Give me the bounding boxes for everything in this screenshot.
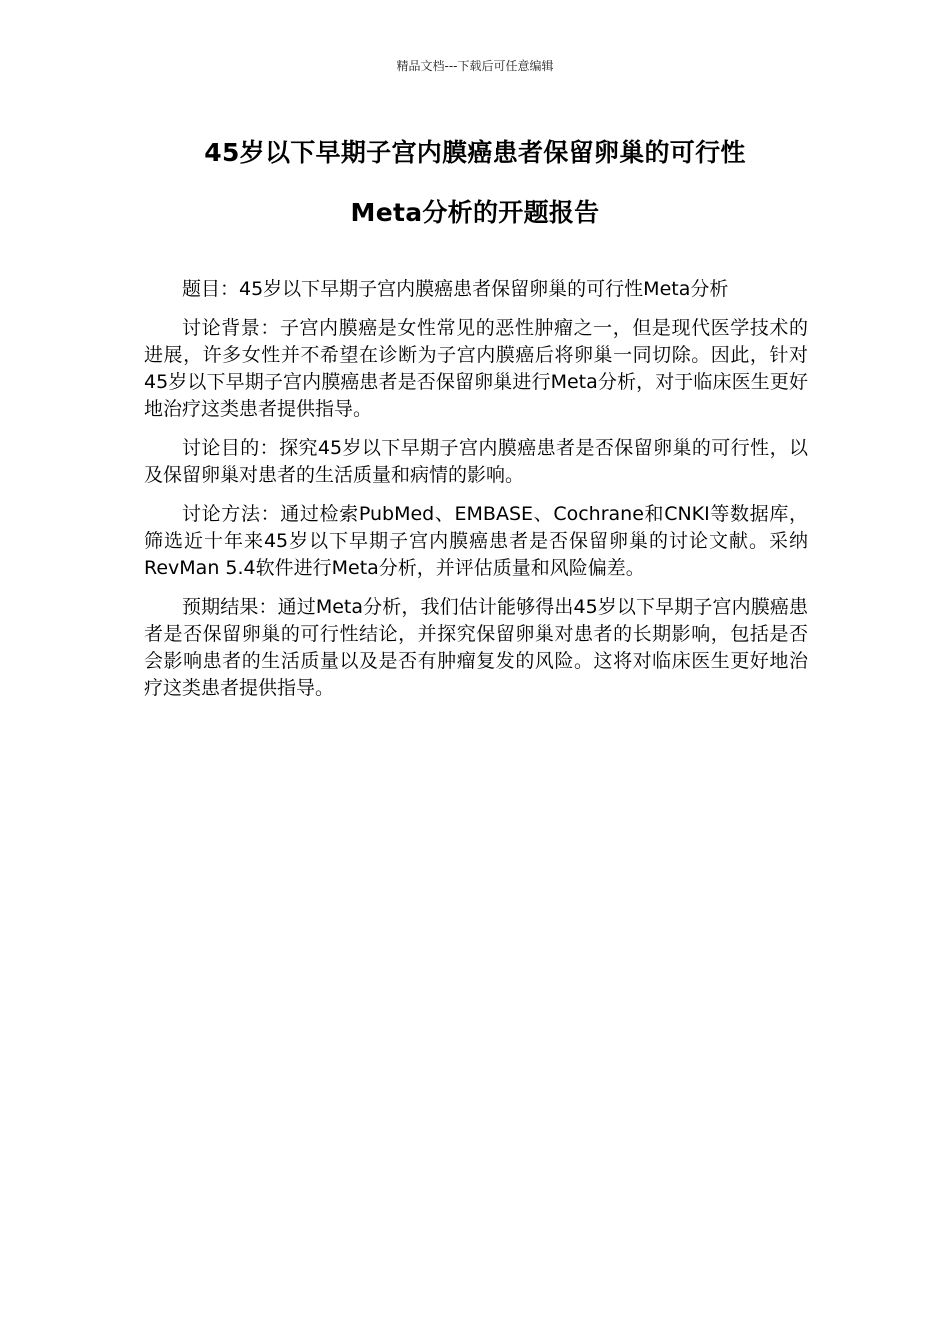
document-title-line-1: 45岁以下早期子宫内膜癌患者保留卵巢的可行性 bbox=[204, 138, 746, 167]
paragraph-methods: 讨论方法：通过检索PubMed、EMBASE、Cochrane和CNKI等数据库，筛选近十年来45岁以下早期子宫内膜癌患者是否保留卵巢的讨论文献。采纳RevMan 5.4软件进行Meta分析，并评估质量和风险偏差。 bbox=[144, 503, 808, 579]
document-body bbox=[144, 276, 808, 714]
paragraph-topic: 题目：45岁以下早期子宫内膜癌患者保留卵巢的可行性Meta分析 bbox=[182, 278, 729, 300]
paragraph-expected-results: 预期结果：通过Meta分析，我们估计能够得出45岁以下早期子宫内膜癌患者是否保留卵巢的可行性结论，并探究保留卵巢对患者的长期影响，包括是否会影响患者的生活质量以及是否有肿瘤复发的风险。这将对临床医生更好地治疗这类患者提供指导。 bbox=[144, 596, 808, 699]
paragraph-background: 讨论背景：子宫内膜癌是女性常见的恶性肿瘤之一，但是现代医学技术的进展，许多女性并不希望在诊断为子宫内膜癌后将卵巢一同切除。因此，针对45岁以下早期子宫内膜癌患者是否保留卵巢进行Meta分析，对于临床医生更好地治疗这类患者提供指导。 bbox=[144, 317, 808, 420]
header-note: 精品文档---下载后可任意编辑 bbox=[396, 59, 554, 73]
document-title-line-2: Meta分析的开题报告 bbox=[350, 198, 600, 227]
paragraph-objective: 讨论目的：探究45岁以下早期子宫内膜癌患者是否保留卵巢的可行性，以及保留卵巢对患者的生活质量和病情的影响。 bbox=[144, 437, 808, 486]
